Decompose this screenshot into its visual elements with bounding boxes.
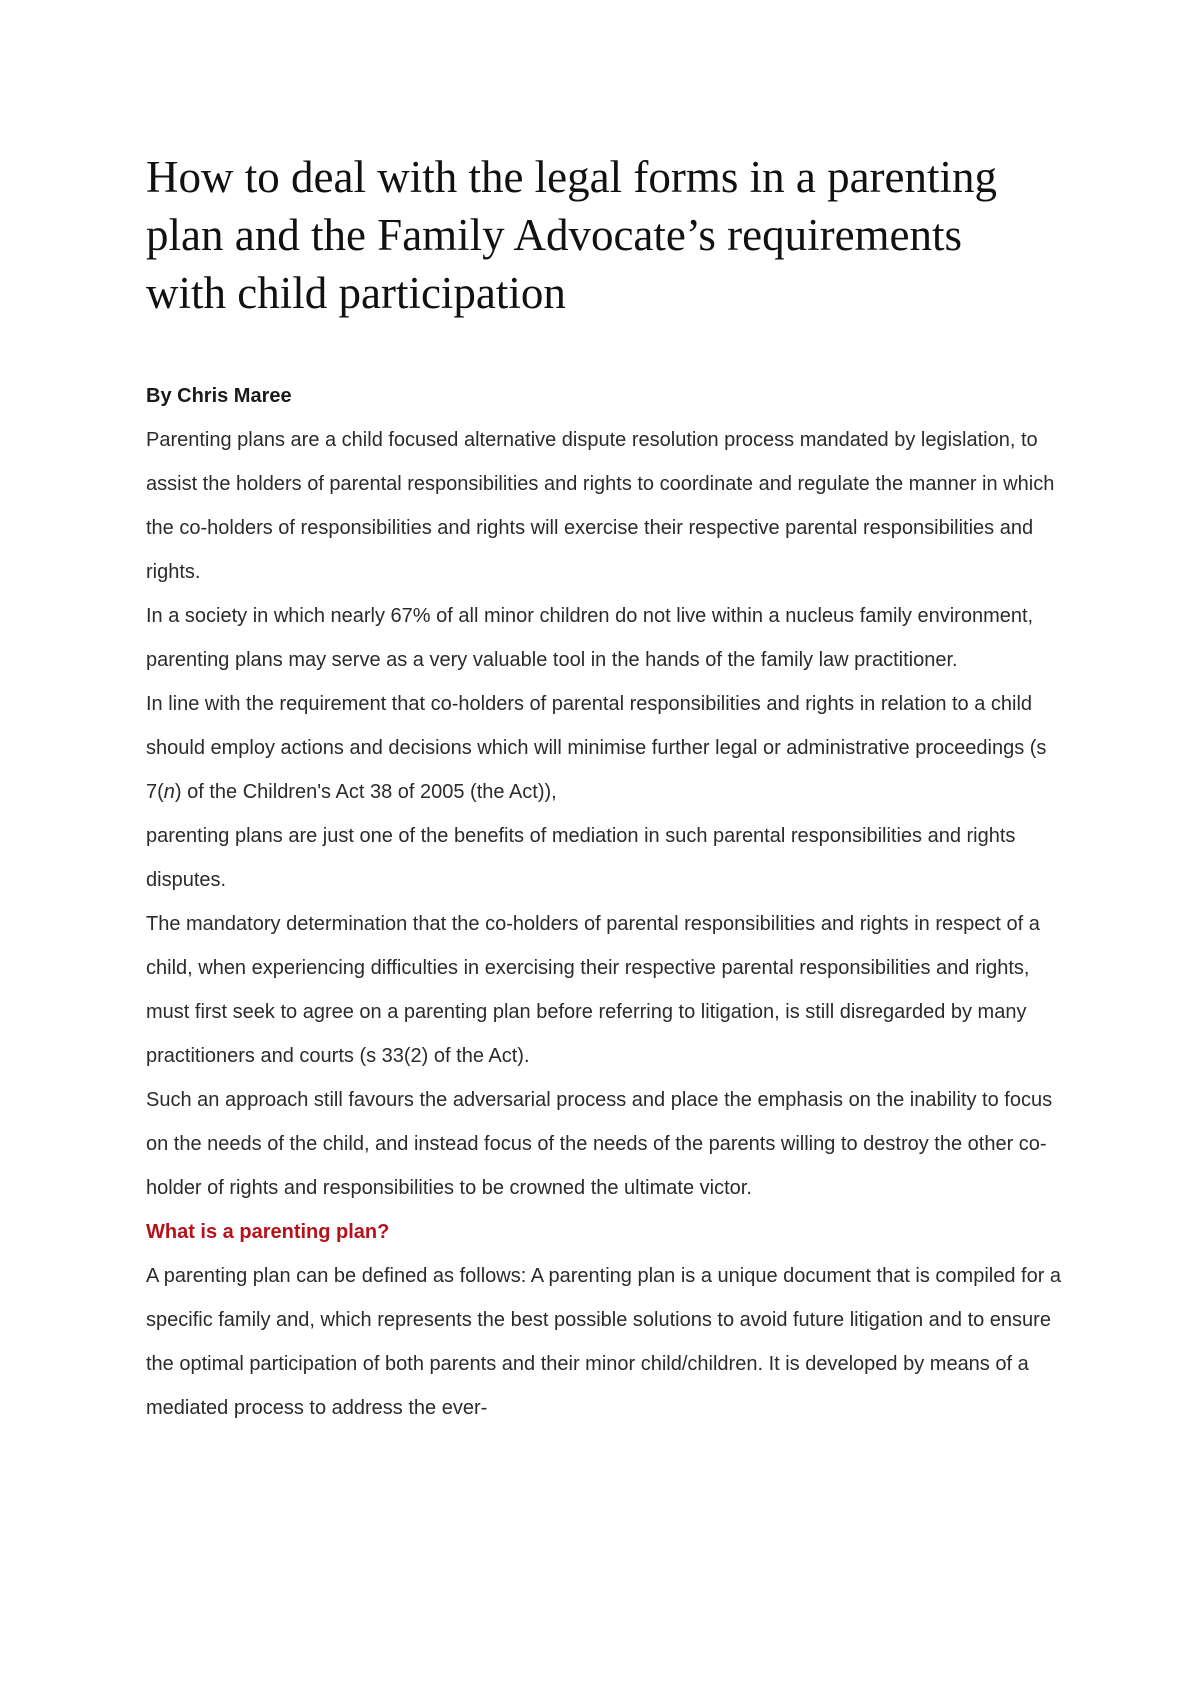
paragraph-requirement-text-start: In line with the requirement that co-holders of parental responsibilities and rights in relation to a child should employ actions and decisions which will minimise further legal or administrative proceedings (s 7( [146,693,1047,803]
section-heading: What is a parenting plan? [146,1221,390,1243]
paragraph-mandatory: The mandatory determination that the co-holders of parental responsibilities and rights in respect of a child, when experiencing difficulties in exercising their respective parental responsibilities and rights, must first seek to agree on a parenting plan before referring to litigation, is still disregarded by many practitioners and courts (s 33(2) of the Act). [146,913,1040,1067]
author-byline: By Chris Maree [146,385,292,407]
article-title: How to deal with the legal forms in a parenting plan and the Family Advocate’s requirements with child participation [146,152,998,318]
article-body [146,148,1076,1430]
paragraph-society: In a society in which nearly 67% of all minor children do not live within a nucleus family environment, parenting plans may serve as a very valuable tool in the hands of the family law practitioner. [146,605,1034,671]
paragraph-requirement-italic: n [163,781,175,803]
paragraph-intro: Parenting plans are a child focused alternative dispute resolution process mandated by legislation, to assist the holders of parental responsibilities and rights to coordinate and regulate the manner in which the co-holders of responsibilities and rights will exercise their respective parental responsibilities and rights. [146,429,1055,583]
paragraph-requirement [146,682,1076,902]
paragraph-definition: A parenting plan can be defined as follows: A parenting plan is a unique document that is compiled for a specific family and, which represents the best possible solutions to avoid future litigation and to ensure the optimal participation of both parents and their minor child/children. It is developed by means of a mediated process to address the ever- [146,1265,1062,1419]
paragraph-approach: Such an approach still favours the adversarial process and place the emphasis on the inability to focus on the needs of the child, and instead focus of the needs of the parents willing to destroy the other co-holder of rights and responsibilities to be crowned the ultimate victor. [146,1089,1053,1199]
paragraph-requirement-text-continued: parenting plans are just one of the benefits of mediation in such parental responsibilities and rights disputes. [146,825,1016,891]
paragraph-requirement-text-end: ) of the Children's Act 38 of 2005 (the Act)), [174,781,557,803]
